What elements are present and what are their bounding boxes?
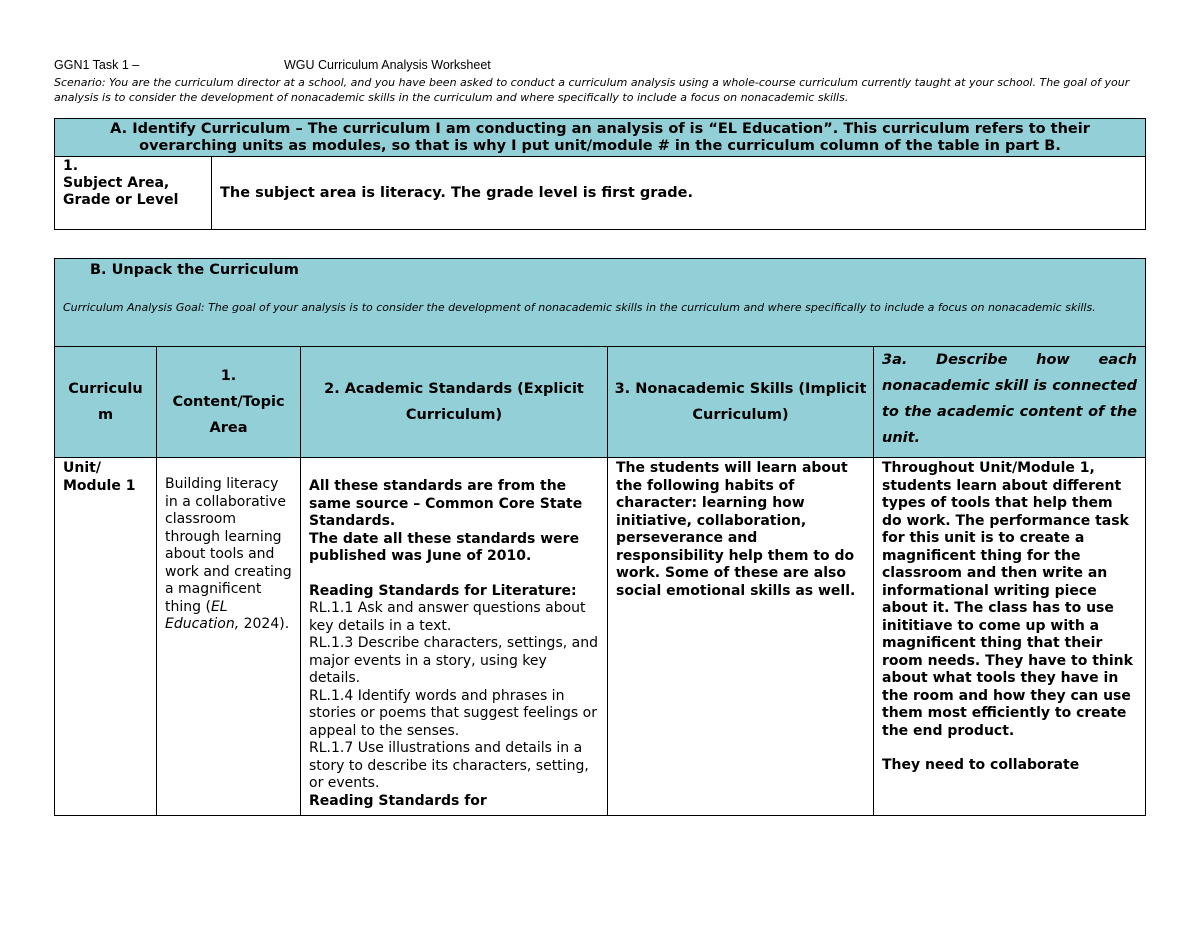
- next-standards-heading: Reading Standards for: [309, 792, 487, 809]
- section-b-heading: B. Unpack the Curriculum: [90, 262, 299, 278]
- col-academic: 2. Academic Standards (Explicit Curriculum): [301, 347, 608, 458]
- rl-heading: Reading Standards for Literature:: [309, 582, 577, 599]
- col-curriculum: Curriculu m: [55, 347, 157, 458]
- col-nonacademic: 3. Nonacademic Skills (Implicit Curriculum): [608, 347, 874, 458]
- row1-nonacademic: The students will learn about the following habits of character: learning how initiative, collaboration, perseverance and responsibility help them to do work. Some of these are also social emotional skills as well.: [608, 458, 874, 816]
- standard-item: RL.1.1 Ask and answer questions about key details in a text.: [309, 600, 586, 634]
- academic-intro: All these standards are from the same source – Common Core State Standards.: [309, 478, 583, 529]
- row-number: 1.: [63, 158, 79, 174]
- worksheet-title: WGU Curriculum Analysis Worksheet: [284, 58, 491, 72]
- row1-content: [157, 458, 301, 816]
- standard-item: RL.1.4 Identify words and phrases in stories or poems that suggest feelings or appeal to the senses.: [309, 687, 597, 739]
- subject-area-value: The subject area is literacy. The grade level is first grade.: [212, 157, 1146, 230]
- row1-curriculum: Unit/ Module 1: [55, 458, 157, 816]
- identify-curriculum-table: [54, 118, 1146, 230]
- col-describe: 3a. Describe how each nonacademic skill is connected to the academic content of the unit.: [874, 347, 1146, 458]
- title-row: [54, 58, 1146, 74]
- subject-area-label: Subject Area, Grade or Level: [63, 175, 179, 208]
- row1-content-cite: EL Education,: [165, 598, 240, 632]
- standard-item: RL.1.3 Describe characters, settings, and major events in a story, using key details.: [309, 635, 598, 686]
- row1-content-main: Building literacy in a collaborative classroom through learning about tools and work and creating a magnificent thing (: [165, 476, 292, 615]
- analysis-goal: Curriculum Analysis Goal: The goal of your analysis is to consider the development of nonacademic skills in the curriculum and where specifically to include a focus on nonacademic skills.: [63, 301, 1096, 314]
- row1-describe: [874, 458, 1146, 816]
- worksheet-header: [54, 58, 1146, 105]
- row1-content-cite-end: 2024).: [239, 616, 290, 632]
- unpack-curriculum-table: [54, 258, 1146, 816]
- academic-date: The date all these standards were published was June of 2010.: [309, 530, 580, 564]
- scenario-text: Scenario: You are the curriculum director at a school, and you have been asked to conduct a curriculum analysis using a whole-course curriculum currently taught at your school. The goal of your analysis is to consider the development of nonacademic skills in the curriculum and where specifically to include a focus on nonacademic skills.: [54, 76, 1130, 104]
- section-a-heading: A. Identify Curriculum – The curriculum I am conducting an analysis of is “EL Education”. This curriculum refers to their overarching units as modules, so that is why I put unit/module # in the curriculum column of the table in part B.: [55, 119, 1146, 157]
- col-content: [157, 347, 301, 458]
- describe-paragraph-1: Throughout Unit/Module 1, students learn about different types of tools that help them do work. The performance task for this unit is to create a magnificent thing for the classroom and then write an informational writing piece about it. The class has to use inititiave to come up with a magnificent thing that their room needs. They have to think about what tools they have in the room and how they can use them most efficiently to create the end product.: [882, 460, 1133, 739]
- standard-item: RL.1.7 Use illustrations and details in a story to describe its characters, setting, or events.: [309, 740, 589, 791]
- row1-academic: [301, 458, 608, 816]
- section-b-heading-cell: [55, 259, 1146, 347]
- col-content-number: 1.: [220, 368, 237, 384]
- col-content-label: Content/Topic Area: [172, 394, 285, 436]
- describe-paragraph-2: They need to collaborate: [882, 757, 1080, 773]
- subject-area-label-cell: [55, 157, 212, 230]
- task-label: GGN1 Task 1 –: [54, 58, 140, 72]
